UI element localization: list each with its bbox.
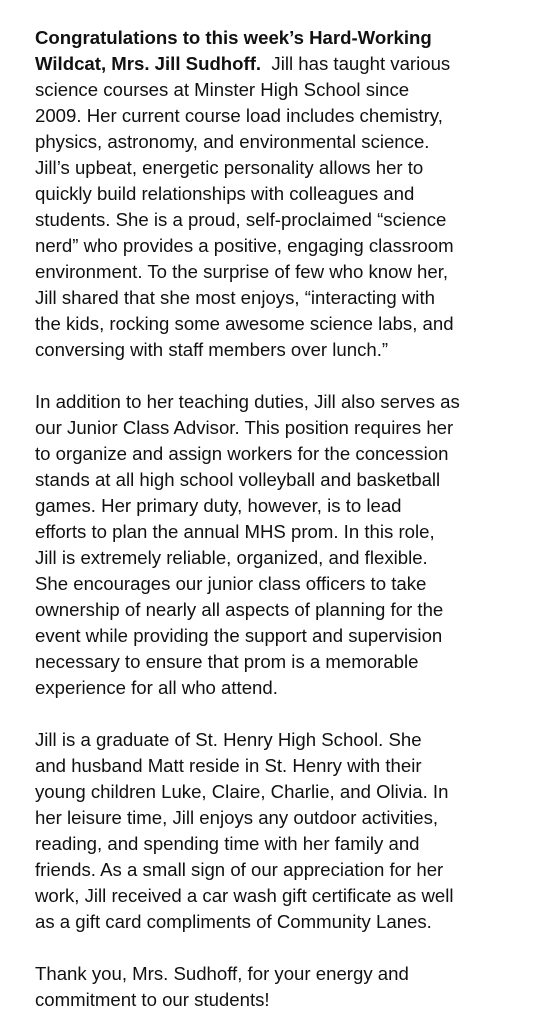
text-line: work, Jill received a car wash gift certificate as well — [35, 885, 454, 906]
text-line: environment. To the surprise of few who know her, — [35, 261, 449, 282]
text-line: friends. As a small sign of our appreciation for her — [35, 859, 444, 880]
text-line: Jill’s upbeat, energetic personality allows her to — [35, 157, 424, 178]
text-line: her leisure time, Jill enjoys any outdoor activities, — [35, 807, 439, 828]
text-line: reading, and spending time with her family and — [35, 833, 420, 854]
text-line: Jill shared that she most enjoys, “interacting with — [35, 287, 435, 308]
text-line: commitment to our students! — [35, 989, 270, 1010]
text-span: Jill has taught various — [261, 53, 451, 74]
text-line: young children Luke, Claire, Charlie, and Olivia. In — [35, 781, 449, 802]
text-line: students. She is a proud, self-proclaimed “science — [35, 209, 447, 230]
text-line — [35, 51, 525, 77]
text-line: experience for all who attend. — [35, 677, 278, 698]
text-line: nerd” who provides a positive, engaging classroom — [35, 235, 454, 256]
paragraph-intro — [35, 25, 525, 363]
headline-line: Congratulations to this week’s Hard-Working — [35, 27, 432, 48]
text-line: science courses at Minster High School since — [35, 79, 410, 100]
text-line: quickly build relationships with colleagues and — [35, 183, 415, 204]
text-line: our Junior Class Advisor. This position requires her — [35, 417, 454, 438]
document-body — [35, 25, 525, 1013]
text-line: Thank you, Mrs. Sudhoff, for your energy and — [35, 963, 409, 984]
text-line: 2009. Her current course load includes chemistry, — [35, 105, 443, 126]
text-line: In addition to her teaching duties, Jill also serves as — [35, 391, 460, 412]
text-line: the kids, rocking some awesome science labs, and — [35, 313, 454, 334]
text-line: Jill is extremely reliable, organized, and flexible. — [35, 547, 428, 568]
text-line: stands at all high school volleyball and basketball — [35, 469, 441, 490]
text-line: conversing with staff members over lunch.” — [35, 339, 389, 360]
text-line: physics, astronomy, and environmental science. — [35, 131, 430, 152]
paragraph-thanks — [35, 961, 525, 1013]
text-line: She encourages our junior class officers to take — [35, 573, 427, 594]
text-line: Jill is a graduate of St. Henry High School. She — [35, 729, 422, 750]
text-line: ownership of nearly all aspects of planning for the — [35, 599, 444, 620]
text-line: as a gift card compliments of Community Lanes. — [35, 911, 432, 932]
headline-name: Wildcat, Mrs. Jill Sudhoff. — [35, 53, 262, 74]
text-line: to organize and assign workers for the concession — [35, 443, 449, 464]
text-line: efforts to plan the annual MHS prom. In this role, — [35, 521, 435, 542]
text-line: event while providing the support and supervision — [35, 625, 443, 646]
paragraph-personal — [35, 727, 525, 935]
text-line: and husband Matt reside in St. Henry with their — [35, 755, 422, 776]
paragraph-duties — [35, 389, 525, 701]
text-line: games. Her primary duty, however, is to lead — [35, 495, 402, 516]
text-line: necessary to ensure that prom is a memorable — [35, 651, 419, 672]
